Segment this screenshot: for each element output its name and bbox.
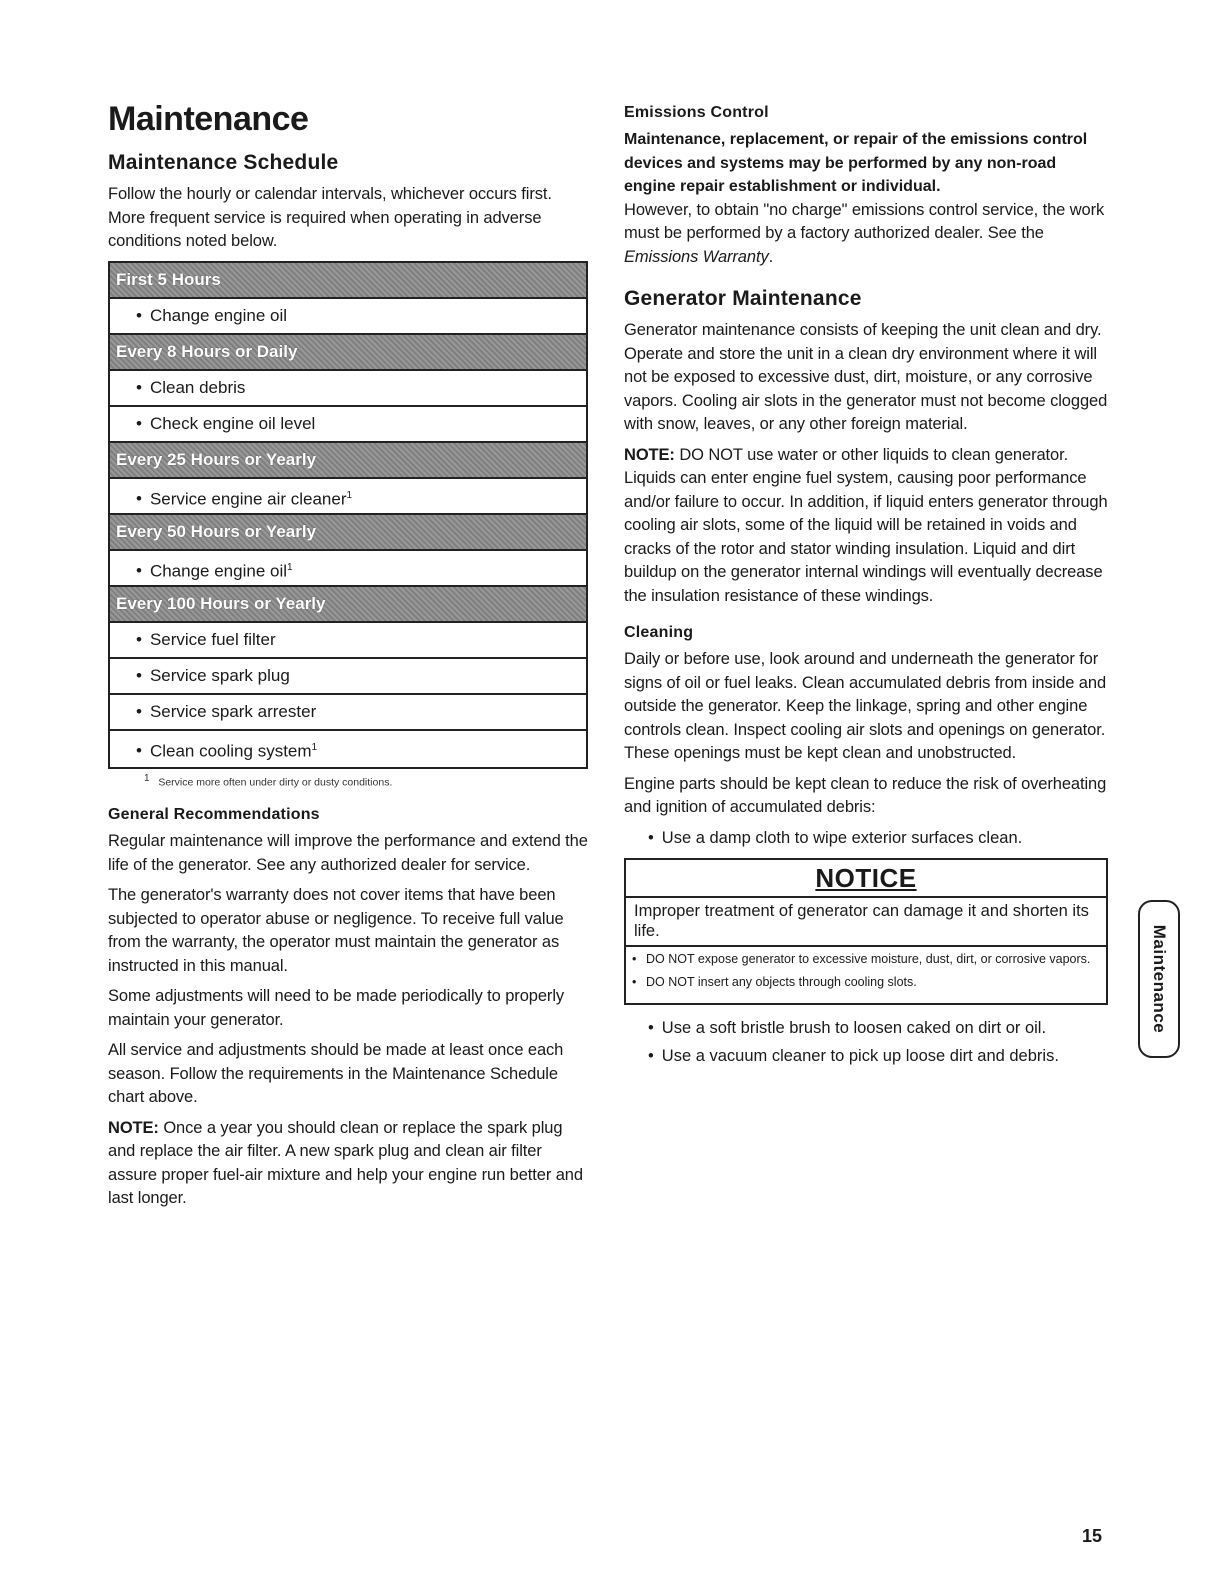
right-column	[624, 100, 1108, 1072]
section-side-tab: Maintenance	[1138, 900, 1180, 1058]
page-title: Maintenance	[108, 100, 309, 138]
schedule-item: • Change engine oil$^1$	[110, 551, 586, 587]
general-note: NOTE: Once a year you should clean or replace the spark plug and replace the air filter. A new spark plug and clean air filter assure proper fuel-air mixture and help your engine run better and last longer.	[108, 1118, 583, 1207]
page-number: 15	[1082, 1526, 1103, 1546]
schedule-item: • Service fuel filter	[110, 623, 586, 659]
schedule-group-header: Every 25 Hours or Yearly	[110, 443, 586, 479]
notice-main-text: Improper treatment of generator can damage it and shorten its life.	[626, 898, 1106, 947]
schedule-item: • Clean cooling system$^1$	[136, 741, 318, 761]
generator-maintenance-heading: Generator Maintenance	[624, 287, 862, 310]
cleaning-bullet: • Use a damp cloth to wipe exterior surfaces clean.	[648, 828, 1023, 847]
schedule-group-header: Every 50 Hours or Yearly	[110, 515, 586, 551]
footnote-mark: 1	[287, 561, 293, 573]
left-column	[108, 100, 588, 1218]
footnote-mark: 1	[311, 741, 318, 753]
schedule-item: • Service spark arrester	[110, 695, 586, 731]
schedule-intro: Follow the hourly or calendar intervals, whichever occurs first. More frequent service is required when operating in adverse conditions noted below.	[108, 185, 552, 250]
notice-item: • DO NOT insert any objects through cooling slots.	[630, 974, 1102, 991]
cleaning-heading: Cleaning	[624, 624, 694, 641]
schedule-group-header: Every 8 Hours or Daily	[110, 335, 586, 371]
general-paragraph: Some adjustments will need to be made periodically to properly maintain your generator.	[108, 987, 565, 1029]
emissions-text: However, to obtain "no charge" emissions control service, the work must be performed by a factory authorized dealer. See the Emissions Warranty.	[624, 200, 1105, 266]
general-paragraph: The generator's warranty does not cover items that have been subjected to operator abuse or negligence. To receive full value from the warranty, the operator must maintain the generator as instructed in this manual.	[108, 886, 564, 975]
notice-title: NOTICE	[626, 860, 1106, 898]
general-recommendations-heading: General Recommendations	[108, 806, 320, 823]
notice-list	[626, 947, 1106, 1003]
schedule-group-header: First 5 Hours	[110, 263, 586, 299]
generator-note: NOTE: DO NOT use water or other liquids to clean generator. Liquids can enter engine fuel system, causing poor performance and/or failure to occur. In addition, if liquid enters generator through cooling air slots, some of the liquid will be retained in voids and cracks of the rotor and stator winding insulation. Liquid and dirt buildup on the generator internal windings will eventually decrease the insulation resistance of these windings.	[624, 445, 1108, 605]
cleaning-bullet: • Use a soft bristle brush to loosen caked on dirt or oil.	[648, 1019, 1047, 1037]
notice-item: • DO NOT expose generator to excessive moisture, dust, dirt, or corrosive vapors.	[630, 951, 1102, 968]
emissions-heading: Emissions Control	[624, 104, 769, 121]
general-paragraph: All service and adjustments should be made at least once each season. Follow the requirements in the Maintenance Schedule chart above.	[108, 1041, 564, 1106]
emissions-warranty-reference: Emissions Warranty	[624, 247, 769, 266]
maintenance-schedule-table	[108, 261, 588, 769]
cleaning-bullet: • Use a vacuum cleaner to pick up loose dirt and debris.	[648, 1046, 1059, 1065]
schedule-footnote: $^1$ Service more often under dirty or dusty conditions.	[144, 772, 393, 788]
schedule-item: • Clean debris	[110, 371, 586, 407]
general-paragraph: Regular maintenance will improve the performance and extend the life of the generator. See any authorized dealer for service.	[108, 832, 588, 874]
schedule-item: • Service spark plug	[110, 659, 586, 695]
notice-box	[624, 858, 1108, 1005]
schedule-item: • Check engine oil level	[110, 407, 586, 443]
footnote-mark: 1	[346, 489, 353, 501]
emissions-bold-text: Maintenance, replacement, or repair of the emissions control devices and systems may be performed by any non-road engine repair establishment or individual.	[624, 131, 1088, 195]
schedule-heading: Maintenance Schedule	[108, 151, 339, 174]
cleaning-paragraph: Engine parts should be kept clean to reduce the risk of overheating and ignition of accumulated debris:	[624, 774, 1107, 816]
schedule-item: • Service engine air cleaner$^1$	[110, 479, 586, 515]
schedule-item: • Change engine oil	[110, 299, 586, 335]
generator-paragraph: Generator maintenance consists of keeping the unit clean and dry. Operate and store the unit in a clean dry environment where it will not be exposed to excessive dust, dirt, moisture, or any corrosive vapors. Cooling air slots in the generator must not become clogged with snow, leaves, or any other foreign material.	[624, 321, 1108, 433]
schedule-group-header: Every 100 Hours or Yearly	[110, 587, 586, 623]
cleaning-paragraph: Daily or before use, look around and underneath the generator for signs of oil or fuel leaks. Clean accumulated debris from inside and outside the generator. Keep the linkage, spring and other engine controls clean. Inspect cooling air slots and openings on generator. These openings must be kept clean and unobstructed.	[624, 650, 1107, 762]
